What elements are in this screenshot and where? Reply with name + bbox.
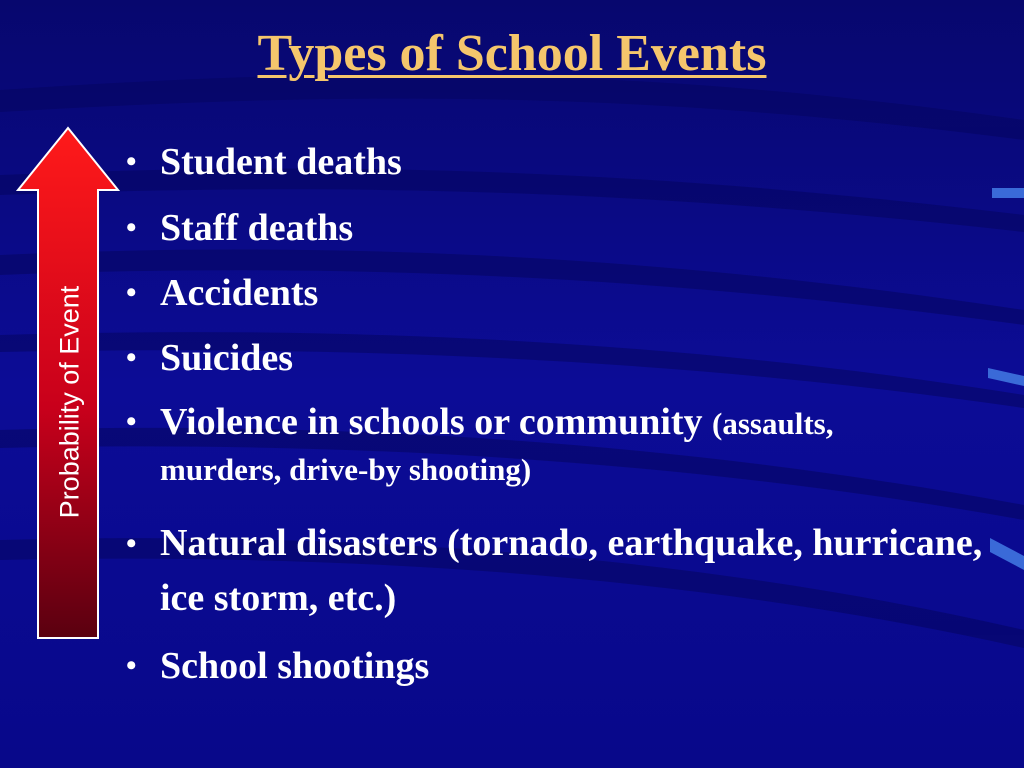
list-item: [124, 269, 994, 317]
bullet-list: [124, 132, 994, 690]
bullet-dot-icon: •: [126, 145, 137, 178]
list-item: [124, 334, 994, 382]
bullet-text: School shootings: [160, 645, 430, 687]
bullet-dot-icon: •: [126, 527, 137, 560]
bullet-text: Suicides: [160, 337, 294, 379]
bullet-note-continued: murders, drive-by shooting): [160, 452, 532, 487]
bullet-dot-icon: •: [126, 211, 137, 244]
bullet-note: (assaults,: [712, 406, 834, 441]
bullet-text: Accidents: [160, 272, 319, 314]
bullet-dot-icon: •: [126, 649, 137, 682]
list-item: [124, 642, 994, 690]
bullet-dot-icon: •: [126, 405, 137, 438]
list-item: [124, 204, 994, 252]
bullet-text: Natural disasters (tornado, earthquake, hurricane, ice storm, etc.): [160, 522, 983, 619]
list-item: [124, 138, 994, 186]
bullet-dot-icon: •: [126, 341, 137, 374]
slide-title: Types of School Events: [257, 25, 767, 82]
bullet-text: Staff deaths: [160, 207, 354, 249]
bullet-dot-icon: •: [126, 276, 137, 309]
bullet-text: Student deaths: [160, 141, 402, 183]
list-item: [124, 399, 994, 493]
arrow-label: Probability of Event: [54, 285, 85, 519]
bullet-text: Violence in schools or community: [160, 401, 703, 443]
list-item: [124, 516, 994, 626]
